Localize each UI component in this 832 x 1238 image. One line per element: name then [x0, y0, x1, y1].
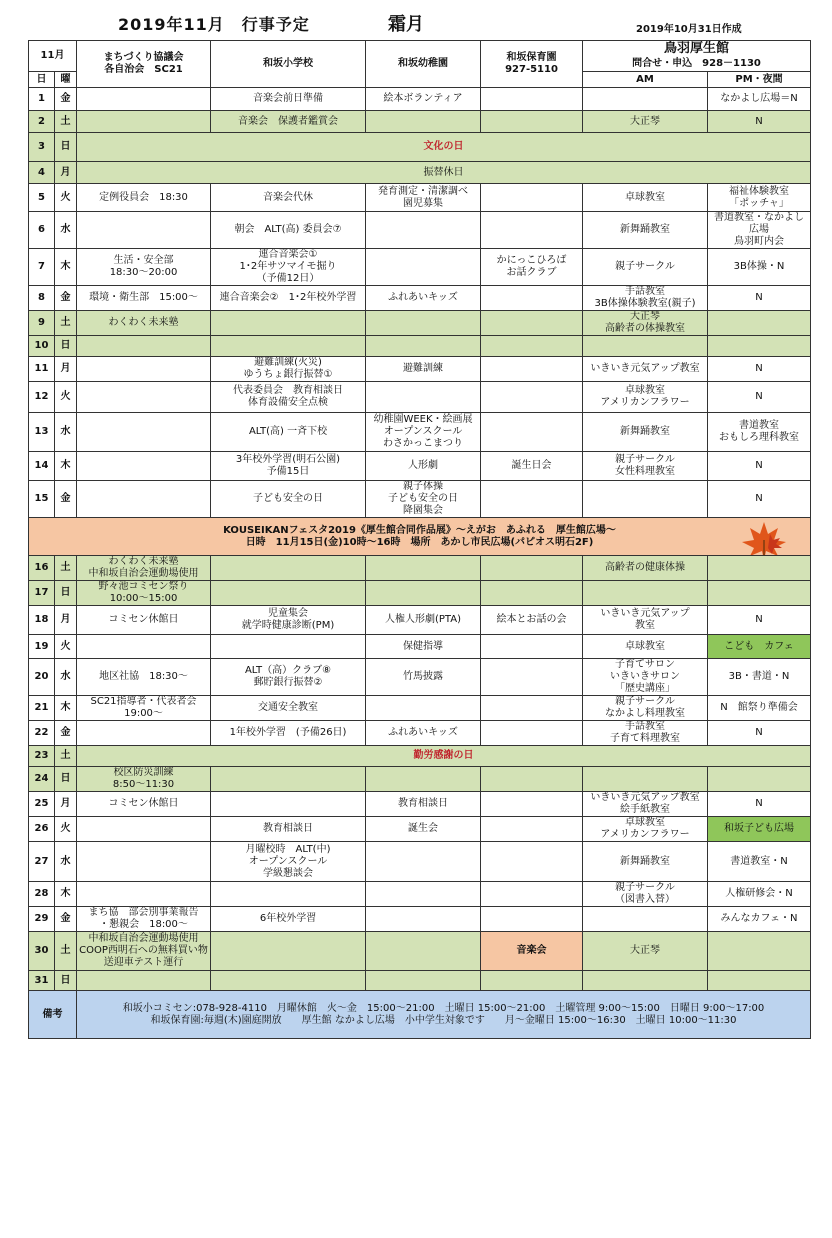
- day-row-15: [29, 481, 811, 518]
- kousei-pm-cell: みんなカフェ・N: [708, 907, 811, 932]
- weekday: 金: [55, 286, 77, 311]
- weekday: 月: [55, 792, 77, 817]
- kinder-cell: [366, 249, 481, 286]
- machi-cell: [77, 971, 211, 991]
- kousei-am-cell: 大正琴: [583, 111, 708, 133]
- weekday: 金: [55, 907, 77, 932]
- festival-row: [29, 518, 811, 556]
- kousei-pm-cell: N: [708, 481, 811, 518]
- day-number: 24: [29, 767, 55, 792]
- kousei-pm-cell: N: [708, 452, 811, 481]
- school-cell: [211, 932, 366, 971]
- day-number: 6: [29, 212, 55, 249]
- kousei-am-cell: 卓球教室 アメリカンフラワー: [583, 382, 708, 413]
- day-number: 5: [29, 184, 55, 212]
- machi-cell: コミセン休館日: [77, 606, 211, 635]
- weekday: 金: [55, 88, 77, 111]
- kinder-cell: [366, 971, 481, 991]
- machi-cell: [77, 842, 211, 882]
- day-row-29: [29, 907, 811, 932]
- holiday-name: 文化の日: [77, 133, 811, 162]
- day-number: 28: [29, 882, 55, 907]
- kousei-am-cell: 新舞踊教室: [583, 842, 708, 882]
- day-row-18: [29, 606, 811, 635]
- kinder-cell: [366, 882, 481, 907]
- kinder-cell: [366, 336, 481, 357]
- nursery-cell: [481, 659, 583, 696]
- machi-cell: 地区社協 18:30～: [77, 659, 211, 696]
- kousei-pm-cell: N: [708, 286, 811, 311]
- day-number: 20: [29, 659, 55, 696]
- day-row-11: [29, 357, 811, 382]
- school-cell: 交通安全教室: [211, 696, 366, 721]
- day-number: 2: [29, 111, 55, 133]
- day-row-4: [29, 162, 811, 184]
- day-number: 7: [29, 249, 55, 286]
- kinder-cell: 保健指導: [366, 635, 481, 659]
- day-row-6: [29, 212, 811, 249]
- kousei-pm-cell: [708, 581, 811, 606]
- weekday: 水: [55, 659, 77, 696]
- school-cell: [211, 971, 366, 991]
- kinder-cell: 人権人形劇(PTA): [366, 606, 481, 635]
- kousei-pm-cell: 人権研修会・N: [708, 882, 811, 907]
- kousei-am-cell: [583, 907, 708, 932]
- machi-cell: 定例役員会 18:30: [77, 184, 211, 212]
- kousei-pm-cell: N: [708, 357, 811, 382]
- footer-line-1: 和坂小コミセン:078-928-4110 月曜休館 火～金 15:00～21:00 土曜日 15:00～21:00 土曜管理 9:00～15:00 日曜日 9:00～17:00: [122, 1002, 765, 1014]
- nursery-cell: [481, 556, 583, 581]
- kousei-am-cell: いきいき元気アップ 教室: [583, 606, 708, 635]
- weekday: 火: [55, 635, 77, 659]
- school-cell: 月曜校時 ALT(中) オープンスクール 学級懇談会: [211, 842, 366, 882]
- school-cell: [211, 311, 366, 336]
- day-row-26: [29, 817, 811, 842]
- weekday: 水: [55, 413, 77, 452]
- day-number: 9: [29, 311, 55, 336]
- machi-cell: SC21指導者・代表者会 19:00～: [77, 696, 211, 721]
- nursery-cell: 誕生日会: [481, 452, 583, 481]
- nursery-cell: 音楽会: [481, 932, 583, 971]
- weekday: 木: [55, 452, 77, 481]
- school-cell: [211, 792, 366, 817]
- holiday-note: 振替休日: [77, 162, 811, 184]
- kinder-cell: 竹馬披露: [366, 659, 481, 696]
- school-header: 和坂小学校: [211, 41, 366, 88]
- maple-leaf-icon: [740, 520, 788, 556]
- month-header: 11月: [29, 41, 77, 72]
- kinder-cell: [366, 767, 481, 792]
- machi-cell: まち協 部会別事業報告 ・懇親会 18:00～: [77, 907, 211, 932]
- machi-cell: 校区防災訓練 8:50～11:30: [77, 767, 211, 792]
- day-row-19: [29, 635, 811, 659]
- school-cell: [211, 767, 366, 792]
- kousei-pm-cell: [708, 311, 811, 336]
- weekday: 土: [55, 932, 77, 971]
- kinder-cell: 人形劇: [366, 452, 481, 481]
- kousei-pm-cell: N: [708, 606, 811, 635]
- day-number: 26: [29, 817, 55, 842]
- kousei-am-cell: 子育てサロン いきいきサロン 「歴史講座」: [583, 659, 708, 696]
- kinder-cell: 避難訓練: [366, 357, 481, 382]
- kousei-pm-cell: [708, 971, 811, 991]
- machi-cell: [77, 111, 211, 133]
- kousei-am-cell: 親子サークル なかよし料理教室: [583, 696, 708, 721]
- nursery-cell: [481, 286, 583, 311]
- day-number: 10: [29, 336, 55, 357]
- kinder-cell: 教育相談日: [366, 792, 481, 817]
- day-row-24: [29, 767, 811, 792]
- pm-header: PM・夜間: [708, 72, 811, 88]
- weekday-header: 曜: [55, 72, 77, 88]
- machi-cell: [77, 721, 211, 746]
- weekday: 火: [55, 817, 77, 842]
- day-row-21: [29, 696, 811, 721]
- day-row-17: [29, 581, 811, 606]
- day-row-5: [29, 184, 811, 212]
- kinder-cell: 絵本ボランティア: [366, 88, 481, 111]
- kousei-pm-cell: 福祉体験教室 「ポッチャ」: [708, 184, 811, 212]
- day-row-28: [29, 882, 811, 907]
- kousei-pm-cell: [708, 932, 811, 971]
- weekday: 日: [55, 971, 77, 991]
- weekday: 火: [55, 382, 77, 413]
- kousei-pm-cell: N: [708, 721, 811, 746]
- machi-cell: [77, 481, 211, 518]
- day-number: 16: [29, 556, 55, 581]
- weekday: 土: [55, 556, 77, 581]
- nursery-cell: [481, 907, 583, 932]
- kinder-cell: ふれあいキッズ: [366, 721, 481, 746]
- weekday: 日: [55, 336, 77, 357]
- nursery-cell: [481, 184, 583, 212]
- nursery-cell: [481, 413, 583, 452]
- nursery-cell: [481, 817, 583, 842]
- school-cell: 子ども安全の日: [211, 481, 366, 518]
- day-number: 22: [29, 721, 55, 746]
- weekday: 金: [55, 721, 77, 746]
- kousei-pm-cell: N: [708, 792, 811, 817]
- am-header: AM: [583, 72, 708, 88]
- nursery-header: 和坂保育園 927-5110: [481, 41, 583, 88]
- school-cell: ALT（高）クラブ⑧ 郵貯銀行振替②: [211, 659, 366, 696]
- kinder-cell: [366, 696, 481, 721]
- machi-cell: [77, 817, 211, 842]
- kousei-am-cell: [583, 767, 708, 792]
- day-row-30: [29, 932, 811, 971]
- machi-cell: 環境・衛生部 15:00～: [77, 286, 211, 311]
- machi-cell: わくわく未来塾 中和坂自治会運動場使用: [77, 556, 211, 581]
- kinder-cell: [366, 111, 481, 133]
- school-cell: 児童集会 就学時健康診断(PM): [211, 606, 366, 635]
- school-cell: 代表委員会 教育相談日 体育設備安全点検: [211, 382, 366, 413]
- day-number: 13: [29, 413, 55, 452]
- kousei-am-cell: 大正琴: [583, 932, 708, 971]
- kinder-cell: 誕生会: [366, 817, 481, 842]
- day-row-7: [29, 249, 811, 286]
- day-number: 25: [29, 792, 55, 817]
- school-cell: 音楽会前日準備: [211, 88, 366, 111]
- nursery-cell: [481, 767, 583, 792]
- weekday: 日: [55, 133, 77, 162]
- kinder-cell: [366, 842, 481, 882]
- nursery-cell: かにっこひろば お話クラブ: [481, 249, 583, 286]
- kousei-am-cell: [583, 971, 708, 991]
- day-row-13: [29, 413, 811, 452]
- kinder-cell: [366, 581, 481, 606]
- kinder-cell: [366, 556, 481, 581]
- weekday: 月: [55, 162, 77, 184]
- machi-cell: [77, 635, 211, 659]
- nursery-cell: [481, 481, 583, 518]
- weekday: 木: [55, 249, 77, 286]
- kinder-header: 和坂幼稚園: [366, 41, 481, 88]
- nursery-cell: 絵本とお話の会: [481, 606, 583, 635]
- kinder-cell: 発育測定・清潔調べ 園児募集: [366, 184, 481, 212]
- kinder-cell: [366, 382, 481, 413]
- holiday-name: 勤労感謝の日: [77, 746, 811, 767]
- kousei-pm-cell: 書道教室・なかよし広場 鳥羽町内会: [708, 212, 811, 249]
- festival-line-2: 日時 11月15日(金)10時～16時 場所 あかし市民広場(パピオス明石2F): [245, 536, 594, 548]
- machi-header: まちづくり協議会 各自治会 SC21: [77, 41, 211, 88]
- kousei-pm-cell: [708, 767, 811, 792]
- machi-cell: [77, 88, 211, 111]
- weekday: 月: [55, 606, 77, 635]
- machi-cell: [77, 212, 211, 249]
- day-row-10: [29, 336, 811, 357]
- kousei-am-cell: 高齢者の健康体操: [583, 556, 708, 581]
- school-cell: 連合音楽会② 1･2年校外学習: [211, 286, 366, 311]
- day-row-9: [29, 311, 811, 336]
- kousei-pm-cell: 和坂子ども広場: [708, 817, 811, 842]
- day-row-8: [29, 286, 811, 311]
- machi-cell: [77, 382, 211, 413]
- weekday: 日: [55, 767, 77, 792]
- kousei-pm-cell: 3B・書道・N: [708, 659, 811, 696]
- kousei-am-cell: 手話教室 子育て料理教室: [583, 721, 708, 746]
- day-number: 27: [29, 842, 55, 882]
- weekday: 月: [55, 357, 77, 382]
- weekday: 土: [55, 311, 77, 336]
- day-row-31: [29, 971, 811, 991]
- kousei-pm-cell: 3B体操・N: [708, 249, 811, 286]
- kousei-am-cell: 新舞踊教室: [583, 212, 708, 249]
- kousei-pm-cell: 書道教室・N: [708, 842, 811, 882]
- day-number: 30: [29, 932, 55, 971]
- kousei-pm-cell: [708, 336, 811, 357]
- footer-row: [29, 991, 811, 1039]
- kousei-pm-cell: こども カフェ: [708, 635, 811, 659]
- kousei-am-cell: いきいき元気アップ教室 絵手紙教室: [583, 792, 708, 817]
- kousei-pm-cell: 書道教室 おもしろ理科教室: [708, 413, 811, 452]
- day-row-25: [29, 792, 811, 817]
- school-cell: 音楽会 保護者鑑賞会: [211, 111, 366, 133]
- day-row-22: [29, 721, 811, 746]
- machi-cell: [77, 882, 211, 907]
- day-number: 19: [29, 635, 55, 659]
- nursery-cell: [481, 721, 583, 746]
- nursery-cell: [481, 382, 583, 413]
- kousei-am-cell: 新舞踊教室: [583, 413, 708, 452]
- day-number: 12: [29, 382, 55, 413]
- nursery-cell: [481, 357, 583, 382]
- weekday: 木: [55, 696, 77, 721]
- kousei-am-cell: 親子サークル: [583, 249, 708, 286]
- footer-notes: [77, 991, 811, 1039]
- school-cell: 6年校外学習: [211, 907, 366, 932]
- weekday: 日: [55, 581, 77, 606]
- machi-cell: [77, 336, 211, 357]
- kousei-am-cell: 手話教室 3B体操体験教室(親子): [583, 286, 708, 311]
- created-date: 2019年10月31日作成: [636, 24, 742, 35]
- kousei-am-cell: いきいき元気アップ教室: [583, 357, 708, 382]
- day-row-23: [29, 746, 811, 767]
- school-cell: [211, 556, 366, 581]
- weekday: 金: [55, 481, 77, 518]
- kousei-title: 鳥羽厚生館: [664, 40, 730, 56]
- kousei-pm-cell: N 館祭り準備会: [708, 696, 811, 721]
- school-cell: [211, 882, 366, 907]
- nursery-cell: [481, 111, 583, 133]
- festival-banner: [29, 518, 811, 556]
- kousei-am-cell: 卓球教室: [583, 184, 708, 212]
- kousei-header: [583, 41, 811, 72]
- kousei-am-cell: 親子サークル （図書入替）: [583, 882, 708, 907]
- machi-cell: [77, 452, 211, 481]
- kousei-pm-cell: N: [708, 111, 811, 133]
- day-number: 1: [29, 88, 55, 111]
- kinder-cell: [366, 907, 481, 932]
- machi-cell: [77, 357, 211, 382]
- weekday: 土: [55, 746, 77, 767]
- weekday: 火: [55, 184, 77, 212]
- machi-cell: わくわく未来塾: [77, 311, 211, 336]
- day-row-14: [29, 452, 811, 481]
- day-number: 15: [29, 481, 55, 518]
- machi-cell: 野々池コミセン祭り 10:00～15:00: [77, 581, 211, 606]
- kinder-cell: 幼稚園WEEK・絵画展 オープンスクール わさかっこまつり: [366, 413, 481, 452]
- header-row: [29, 41, 811, 72]
- kousei-am-cell: 卓球教室: [583, 635, 708, 659]
- day-row-12: [29, 382, 811, 413]
- kinder-cell: 親子体操 子ども安全の日 降園集会: [366, 481, 481, 518]
- festival-line-1: KOUSEIKANフェスタ2019《厚生館合同作品展》～えがお あふれる 厚生館広場～: [223, 524, 616, 536]
- machi-cell: [77, 413, 211, 452]
- machi-cell: 生活・安全部 18:30～20:00: [77, 249, 211, 286]
- weekday: 木: [55, 882, 77, 907]
- day-number: 29: [29, 907, 55, 932]
- kousei-am-cell: [583, 336, 708, 357]
- footer-line-2: 和坂保育園:毎週(木)園庭開放 厚生館 なかよし広場 小中学生対象です 月～金曜日 15:00～16:30 土曜日 10:00～11:30: [150, 1014, 737, 1026]
- kousei-am-cell: [583, 581, 708, 606]
- nursery-cell: [481, 882, 583, 907]
- kinder-cell: [366, 311, 481, 336]
- nursery-cell: [481, 635, 583, 659]
- kousei-am-cell: [583, 481, 708, 518]
- school-cell: [211, 581, 366, 606]
- school-cell: 教育相談日: [211, 817, 366, 842]
- school-cell: 1年校外学習 (予備26日): [211, 721, 366, 746]
- nursery-cell: [481, 336, 583, 357]
- kousei-am-cell: [583, 88, 708, 111]
- day-number: 17: [29, 581, 55, 606]
- weekday: 水: [55, 842, 77, 882]
- footer-label: 備考: [29, 991, 77, 1039]
- day-row-16: [29, 556, 811, 581]
- nursery-cell: [481, 212, 583, 249]
- kousei-contact: 問合せ・申込 928－1130: [632, 57, 761, 69]
- day-row-20: [29, 659, 811, 696]
- month-name: 霜月: [388, 14, 424, 35]
- school-cell: ALT(高) 一斉下校: [211, 413, 366, 452]
- day-row-1: [29, 88, 811, 111]
- kousei-am-cell: 親子サークル 女性料理教室: [583, 452, 708, 481]
- day-number: 11: [29, 357, 55, 382]
- nursery-cell: [481, 88, 583, 111]
- kinder-cell: [366, 212, 481, 249]
- kousei-pm-cell: [708, 556, 811, 581]
- day-number: 3: [29, 133, 55, 162]
- day-row-27: [29, 842, 811, 882]
- nursery-cell: [481, 842, 583, 882]
- nursery-cell: [481, 696, 583, 721]
- school-cell: [211, 336, 366, 357]
- day-number: 18: [29, 606, 55, 635]
- schedule-table: [28, 40, 811, 1039]
- kinder-cell: [366, 932, 481, 971]
- page-title: 2019年11月 行事予定: [118, 15, 310, 34]
- document-header: [0, 0, 832, 40]
- school-cell: 朝会 ALT(高) 委員会⑦: [211, 212, 366, 249]
- weekday: 水: [55, 212, 77, 249]
- kousei-pm-cell: なかよし広場＝N: [708, 88, 811, 111]
- school-cell: 音楽会代休: [211, 184, 366, 212]
- day-number: 14: [29, 452, 55, 481]
- day-row-3: [29, 133, 811, 162]
- school-cell: 避難訓練(火災) ゆうちょ銀行振替①: [211, 357, 366, 382]
- kousei-am-cell: 大正琴 高齢者の体操教室: [583, 311, 708, 336]
- day-number: 4: [29, 162, 55, 184]
- day-row-2: [29, 111, 811, 133]
- day-number: 21: [29, 696, 55, 721]
- day-number: 31: [29, 971, 55, 991]
- machi-cell: コミセン休館日: [77, 792, 211, 817]
- nursery-cell: [481, 792, 583, 817]
- school-cell: 3年校外学習(明石公園) 予備15日: [211, 452, 366, 481]
- day-header: 日: [29, 72, 55, 88]
- weekday: 土: [55, 111, 77, 133]
- kinder-cell: ふれあいキッズ: [366, 286, 481, 311]
- day-number: 23: [29, 746, 55, 767]
- day-number: 8: [29, 286, 55, 311]
- kousei-pm-cell: N: [708, 382, 811, 413]
- machi-cell: 中和坂自治会運動場使用 COOP西明石への無料買い物 送迎車テスト運行: [77, 932, 211, 971]
- nursery-cell: [481, 581, 583, 606]
- kousei-am-cell: 卓球教室 アメリカンフラワー: [583, 817, 708, 842]
- nursery-cell: [481, 311, 583, 336]
- nursery-cell: [481, 971, 583, 991]
- school-cell: 連合音楽会① 1･2年サツマイモ掘り （予備12日）: [211, 249, 366, 286]
- school-cell: [211, 635, 366, 659]
